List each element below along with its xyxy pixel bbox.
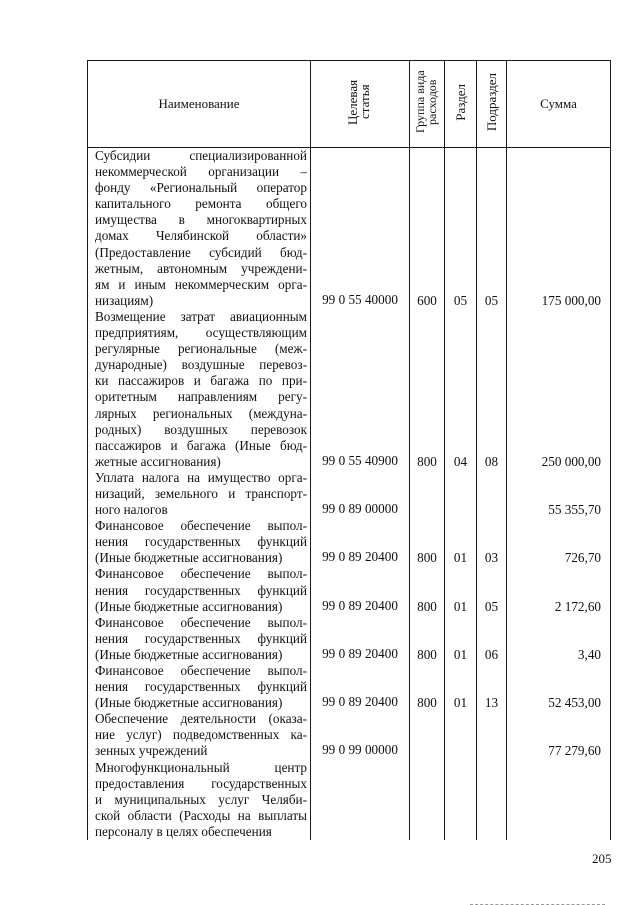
name-line: зенных учреждений	[95, 743, 208, 759]
cell-section: 01	[445, 518, 477, 566]
cell-subsection	[477, 760, 507, 840]
cell-name	[88, 566, 311, 614]
header-subsection: Подраздел	[477, 61, 507, 148]
cell-section	[445, 711, 477, 759]
cell-name	[88, 663, 311, 711]
name-line: (Иные бюджетные ассигнования)	[95, 695, 283, 711]
cell-target-article: 99 0 89 20400	[311, 615, 410, 663]
table-row	[88, 663, 611, 711]
name-line: и муниципальных услуг Челяби-	[95, 791, 307, 807]
table-row	[88, 148, 611, 309]
name-line: жетным, автономным учреждени-	[95, 260, 307, 276]
name-line: фонду «Региональный оператор	[95, 180, 307, 196]
name-line: регулярные региональные (меж-	[95, 341, 307, 357]
cell-target-article: 99 0 89 20400	[311, 663, 410, 711]
cell-expense-group: 800	[410, 663, 445, 711]
cell-amount: 250 000,00	[507, 309, 611, 470]
cell-target-article: 99 0 89 20400	[311, 566, 410, 614]
name-line: ного налогов	[95, 502, 168, 518]
name-line: низациям)	[95, 292, 154, 308]
cell-section	[445, 470, 477, 518]
cell-section: 01	[445, 663, 477, 711]
cell-name	[88, 518, 311, 566]
cell-expense-group	[410, 760, 445, 840]
cell-subsection	[477, 711, 507, 759]
name-line: Финансовое обеспечение выпол-	[95, 518, 307, 534]
name-line: (Предоставление субсидий бюд-	[95, 244, 307, 260]
name-line: нения государственных функций	[95, 630, 307, 646]
name-line: (Иные бюджетные ассигнования)	[95, 598, 283, 614]
name-line: некоммерческой организации –	[95, 164, 307, 180]
cell-subsection: 05	[477, 148, 507, 309]
name-line: (Иные бюджетные ассигнования)	[95, 646, 283, 662]
name-line: дународные) воздушные перевоз-	[95, 357, 307, 373]
cell-subsection	[477, 470, 507, 518]
cell-expense-group: 800	[410, 518, 445, 566]
name-line: домах Челябинской области»	[95, 228, 307, 244]
name-line: родных) воздушных перевозок	[95, 421, 307, 437]
header-target-article: Целевая статья	[311, 61, 410, 148]
cell-subsection: 08	[477, 309, 507, 470]
cell-subsection: 05	[477, 566, 507, 614]
cell-target-article: 99 0 55 40900	[311, 309, 410, 470]
name-line: ки пассажиров и багажа по при-	[95, 373, 307, 389]
cell-expense-group: 800	[410, 309, 445, 470]
cell-target-article: 99 0 89 20400	[311, 518, 410, 566]
name-line: персоналу в целях обеспечения	[95, 823, 272, 839]
cell-amount: 77 279,60	[507, 711, 611, 759]
cell-target-article: 99 0 99 00000	[311, 711, 410, 759]
name-line: жетные ассигнования)	[95, 453, 221, 469]
table-row	[88, 518, 611, 566]
cell-subsection: 06	[477, 615, 507, 663]
header-expense-group: Группа вида расходов	[410, 61, 445, 148]
cell-expense-group: 800	[410, 615, 445, 663]
name-line: ние услуг) подведомственных ка-	[95, 727, 307, 743]
table-row	[88, 566, 611, 614]
table-row	[88, 711, 611, 759]
cell-name	[88, 148, 311, 309]
cell-name	[88, 309, 311, 470]
name-line: нения государственных функций	[95, 582, 307, 598]
name-line: нения государственных функций	[95, 534, 307, 550]
cell-name	[88, 711, 311, 759]
table-row	[88, 615, 611, 663]
cell-amount: 52 453,00	[507, 663, 611, 711]
cell-subsection: 03	[477, 518, 507, 566]
cell-expense-group: 800	[410, 566, 445, 614]
name-line: Финансовое обеспечение выпол-	[95, 614, 307, 630]
name-line: (Иные бюджетные ассигнования)	[95, 550, 283, 566]
header-amount: Сумма	[507, 61, 611, 148]
name-line: лярных региональных (междуна-	[95, 405, 307, 421]
name-line: Многофункциональный центр	[95, 759, 307, 775]
table-row	[88, 309, 611, 470]
cell-name	[88, 760, 311, 840]
name-line: ской области (Расходы на выплаты	[95, 807, 307, 823]
name-line: Финансовое обеспечение выпол-	[95, 663, 307, 678]
cell-subsection: 13	[477, 663, 507, 711]
name-line: нения государственных функций	[95, 679, 307, 695]
name-line: Обеспечение деятельности (оказа-	[95, 711, 307, 727]
cell-section: 04	[445, 309, 477, 470]
cell-amount: 726,70	[507, 518, 611, 566]
cell-target-article: 99 0 89 00000	[311, 470, 410, 518]
cell-name	[88, 615, 311, 663]
name-line: Финансовое обеспечение выпол-	[95, 566, 307, 582]
cell-expense-group	[410, 470, 445, 518]
cell-section: 01	[445, 615, 477, 663]
cell-target-article	[311, 760, 410, 840]
cell-amount: 175 000,00	[507, 148, 611, 309]
name-line: предприятиям, осуществляющим	[95, 325, 307, 341]
budget-table	[87, 60, 611, 840]
name-line: Уплата налога на имущество орга-	[95, 469, 307, 485]
cell-section: 05	[445, 148, 477, 309]
name-line: предоставления государственных	[95, 775, 307, 791]
cell-expense-group: 600	[410, 148, 445, 309]
cell-section: 01	[445, 566, 477, 614]
header-name: Наименование	[88, 61, 311, 148]
page-number: 205	[592, 851, 612, 866]
table-header-row	[88, 61, 611, 148]
cell-amount: 3,40	[507, 615, 611, 663]
name-line: ям и иным некоммерческим орга-	[95, 276, 307, 292]
cell-target-article: 99 0 55 40000	[311, 148, 410, 309]
cell-section	[445, 760, 477, 840]
name-line: Возмещение затрат авиационным	[95, 308, 307, 324]
cell-amount: 55 355,70	[507, 470, 611, 518]
header-section: Раздел	[445, 61, 477, 148]
cell-expense-group	[410, 711, 445, 759]
name-line: Субсидии специализированной	[95, 148, 307, 163]
name-line: имущества в многоквартирных	[95, 212, 307, 228]
name-line: оритетным направлениям регу-	[95, 389, 307, 405]
name-line: пассажиров и багажа (Иные бюд-	[95, 437, 307, 453]
name-line: низаций, земельного и транспорт-	[95, 485, 307, 501]
name-line: капитального ремонта общего	[95, 196, 307, 212]
table-row	[88, 470, 611, 518]
cell-amount: 2 172,60	[507, 566, 611, 614]
cell-amount	[507, 760, 611, 840]
cell-name	[88, 470, 311, 518]
table-row	[88, 760, 611, 840]
